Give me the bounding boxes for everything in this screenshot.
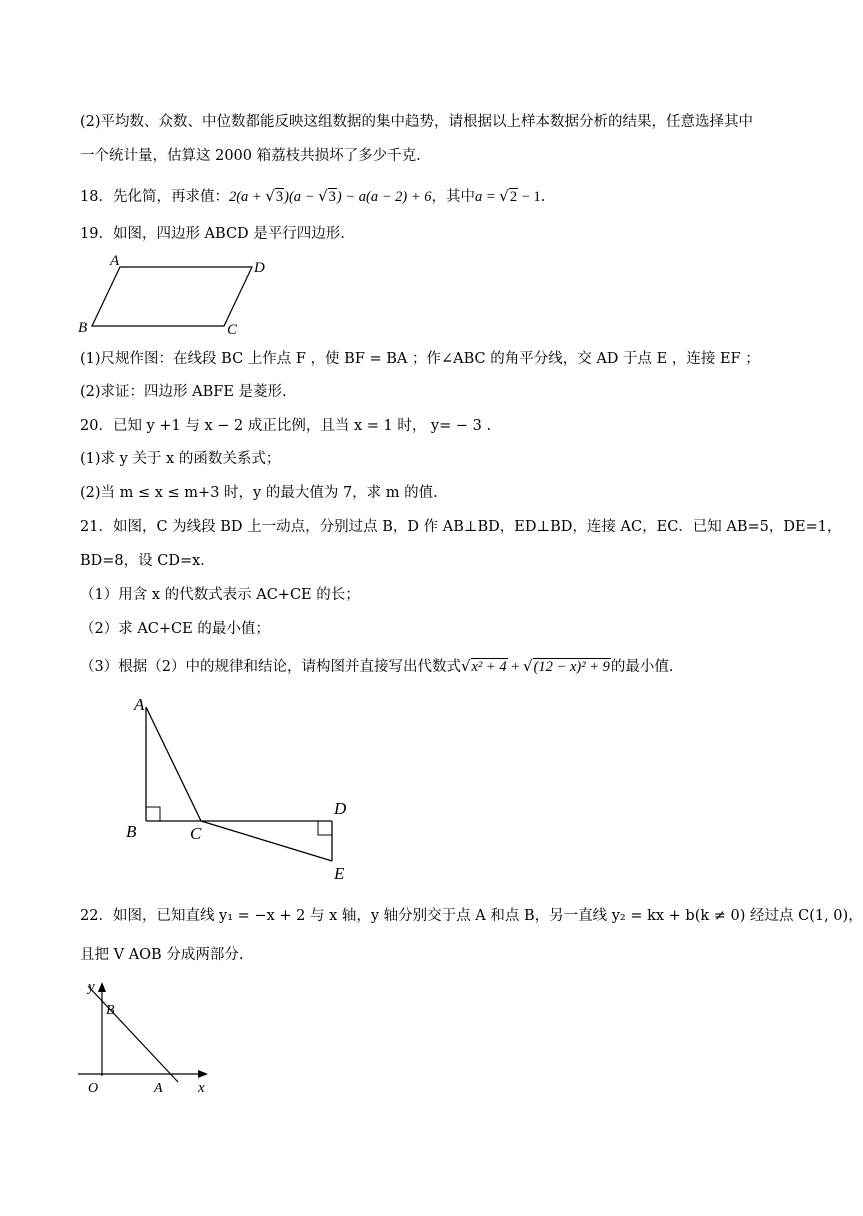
fig22-label-x: x [198, 1080, 205, 1096]
sqrt-icon: √ [460, 657, 471, 675]
q18-tail: − 1 [518, 189, 541, 205]
fig21-label-b: B [126, 822, 137, 841]
fig21-label-d: D [334, 799, 347, 818]
q18-expr-a: 2(a + [228, 189, 266, 205]
q18-end: . [540, 189, 546, 205]
q21-triangle-figure [118, 690, 368, 886]
q18-sqrt2: 2 [509, 189, 518, 205]
q21-radicand-1: x² + 4 [471, 659, 507, 675]
q21-stem-line1: 21．如图，C 为线段 BD 上一动点，分别过点 B，D 作 AB⊥BD，ED⊥BD，连接 AC，EC．已知 AB=5，DE=1， [80, 519, 842, 535]
q21-radicand-2: (12 − x)² + 9 [533, 659, 610, 675]
q17-part2-line2: 一个统计量，估算这 2000 箱荔枝共损坏了多少千克. [80, 148, 421, 164]
fig19-label-c: C [227, 322, 238, 338]
sqrt-icon: √ [523, 657, 533, 675]
q21-part2: （2）求 AC+CE 的最小值； [80, 621, 270, 637]
fig22-label-a: A [154, 1081, 163, 1096]
fig22-label-y: y [88, 979, 95, 995]
q18-sqrt3-first: 3 [275, 189, 284, 205]
sqrt-icon: √ [499, 187, 509, 205]
q19-part1: (1)尺规作图：在线段 BC 上作点 F ，使 BF = BA ；作∠ABC 的角平分线，交 AD 于点 E ，连接 EF ； [80, 351, 760, 367]
q22-coordinate-figure [74, 976, 224, 1096]
fig21-label-c: C [190, 824, 202, 843]
y-axis-arrow-icon [98, 982, 106, 992]
q19-part2: (2)求证：四边形 ABFE 是菱形. [80, 384, 287, 400]
x-axis-arrow-icon [198, 1070, 208, 1078]
fig22-label-b: B [106, 1003, 115, 1018]
q22-stem-line1: 22．如图，已知直线 y₁ = −x + 2 与 x 轴，y 轴分别交于点 A 和点 B，另一直线 y₂ = kx + b(k ≠ 0) 经过点 C(1, 0)， [80, 908, 863, 924]
segment-ac [146, 707, 201, 821]
sqrt-icon: √ [265, 187, 275, 205]
q18-sqrt3-second: 3 [328, 189, 336, 205]
q21-part3-plus: + [507, 659, 524, 675]
sqrt-icon: √ [318, 187, 328, 205]
q21-part3 [80, 656, 673, 677]
q19-parallelogram-figure [74, 250, 274, 338]
q18-expr-b: )(a − [284, 189, 319, 205]
q18-mid: ，其中 [431, 189, 475, 205]
fig22-label-o: O [88, 1081, 99, 1096]
q18-prefix: 18．先化简，再求值： [80, 189, 229, 205]
fig19-label-b: B [78, 320, 88, 336]
q17-part2-line1: (2)平均数、众数、中位数都能反映这组数据的集中趋势，请根据以上样本数据分析的结果，任意选择其中 [80, 114, 754, 130]
q21-part3-prefix: （3）根据（2）中的规律和结论，请构图并直接写出代数式 [80, 659, 461, 675]
fig21-label-a: A [134, 695, 145, 714]
fig19-label-a: A [110, 253, 120, 269]
q18-expr-c: ) − a(a − 2) + 6 [336, 189, 432, 205]
q19-stem: 19．如图，四边形 ABCD 是平行四边形. [80, 226, 345, 242]
right-angle-mark-d [318, 821, 332, 835]
fig21-label-e: E [334, 864, 345, 883]
fig19-label-d: D [254, 260, 265, 276]
q20-part1: (1)求 y 关于 x 的函数关系式； [80, 451, 281, 467]
q21-stem-line2: BD=8，设 CD=x． [80, 553, 215, 569]
q18-a-eq: a = [475, 189, 500, 205]
q20-stem: 20．已知 y +1 与 x − 2 成正比例，且当 x = 1 时， y= − 3 . [80, 418, 492, 434]
segment-ce [201, 821, 332, 861]
q21-part1: （1）用含 x 的代数式表示 AC+CE 的长； [80, 587, 360, 603]
parallelogram-shape [92, 267, 252, 326]
right-angle-mark-b [146, 807, 160, 821]
q21-part3-suffix: 的最小值. [610, 659, 674, 675]
q20-part2: (2)当 m ≤ x ≤ m+3 时，y 的最大值为 7，求 m 的值. [80, 485, 438, 501]
q22-stem-line2: 且把 V AOB 分成两部分. [80, 947, 244, 963]
q18-question [80, 186, 545, 207]
